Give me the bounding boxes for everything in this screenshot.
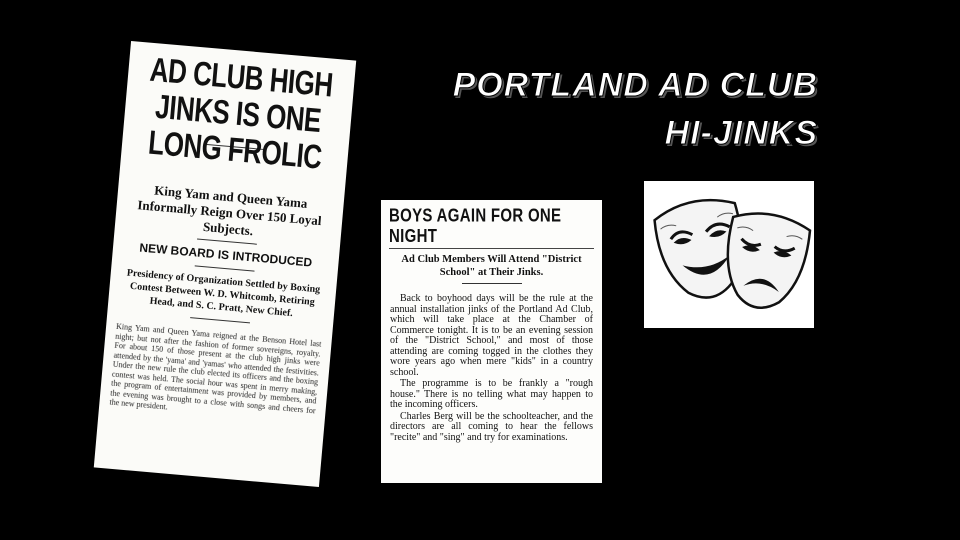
clipping-subhead: Ad Club Members Will Attend "District School" at Their Jinks. (401, 254, 582, 278)
newspaper-clipping-high-jinks (94, 41, 356, 487)
divider (195, 265, 255, 271)
clipping-subhead: King Yam and Queen Yama Informally Reign Over 150 Loyal Subjects. (136, 182, 323, 239)
clipping-body: King Yam and Queen Yama reigned at the Benson Hotel last night; but not after the fashion of former sovereigns, royalty. For about 150 of those present at the club high jinks were attended by the 'yama' and 'yamas' who attended the festivities. Under the new rule the club elected its officers and the boxing contest was held. The social hour was spent in merry making, the program of entertainment was provided by members, and the evening was brought to a close with songs and cheers for the new president. (109, 321, 322, 415)
divider (190, 317, 250, 323)
clipping-headline: BOYS AGAIN FOR ONE NIGHT (389, 206, 562, 247)
clipping-paragraph: Back to boyhood days will be the rule at the annual installation jinks of the Portland Ad Club, which will take place at the Chamber of Commerce tonight. It is to be an evening session of the "District School," and most of those attending are coming togged in the clothes they wore years ago when mere "kids" in a country school. (390, 293, 593, 378)
clipping-paragraph: The programme is to be frankly a "rough house." There is no telling what may happen to the incoming officers. (390, 378, 593, 410)
divider (197, 238, 257, 244)
divider (389, 248, 594, 249)
clipping-headline: AD CLUB HIGH JINKS IS ONE LONG FROLIC (146, 49, 335, 177)
comedy-tragedy-masks-icon (644, 181, 814, 328)
theater-masks-image (644, 181, 814, 328)
clipping-subhead-2: NEW BOARD IS INTRODUCED (138, 240, 313, 270)
slide-title-line2: HI-JINKS (664, 114, 818, 152)
clipping-paragraph: Charles Berg will be the schoolteacher, and the directors are all coming to hear the fellows "recite" and "sing" and try for examinations. (390, 410, 593, 443)
slide-title-line1: PORTLAND AD CLUB (452, 66, 818, 104)
clipping-body (390, 294, 593, 443)
newspaper-clipping-boys-again (381, 200, 602, 483)
clipping-subhead-3: Presidency of Organization Settled by Boxing Contest Between W. D. Whitcomb, Retiring Head, and S. C. Pratt, New Chief. (126, 267, 321, 320)
divider (462, 283, 522, 284)
